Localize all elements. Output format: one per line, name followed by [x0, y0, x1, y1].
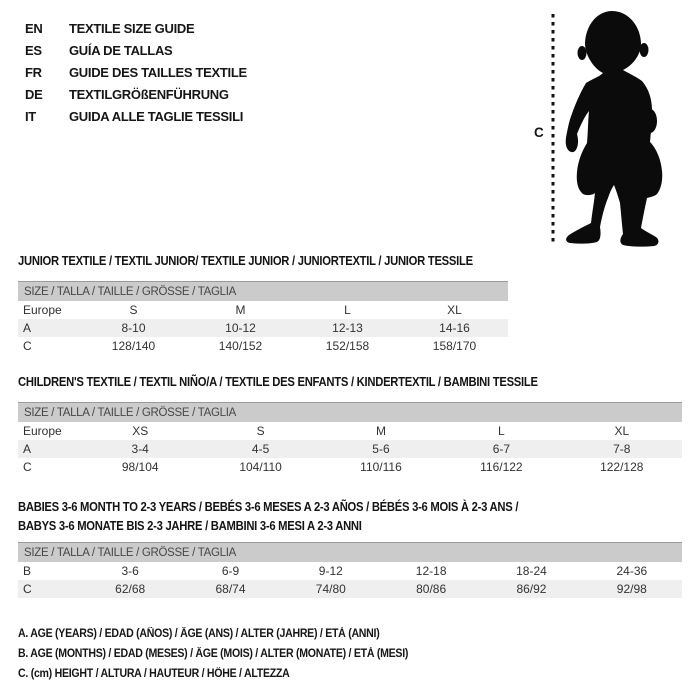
- row-label: A: [18, 319, 80, 337]
- table-cell: 9-12: [318, 564, 343, 578]
- table-cell: 68/74: [180, 580, 280, 598]
- table-cell: 12-18: [415, 564, 447, 578]
- babies-size-table: [18, 542, 682, 598]
- children-table-title: CHILDREN'S TEXTILE / TEXTIL NIÑO/A / TEXTILE DES ENFANTS / KINDERTEXTIL / BAMBINI TESSILE: [18, 375, 538, 389]
- row-label: Europe: [23, 424, 62, 438]
- table-cell: 122/128: [600, 460, 644, 474]
- babies-table-title: [18, 498, 518, 536]
- table-cell: L: [344, 303, 351, 317]
- language-row: [25, 105, 247, 127]
- table-row: [18, 337, 508, 355]
- table-row: [18, 562, 682, 580]
- row-label: B: [23, 564, 32, 578]
- table-row: [18, 440, 682, 458]
- table-cell: 8-10: [80, 319, 187, 337]
- table-cell: 6-9: [221, 564, 240, 578]
- table-cell: 116/122: [480, 460, 523, 474]
- table-cell: 24-36: [616, 564, 648, 578]
- footnotes: [18, 624, 442, 684]
- junior-size-table: [18, 281, 508, 355]
- table-row: [18, 458, 682, 476]
- table-cell: 12-13: [294, 319, 401, 337]
- junior-table-title: JUNIOR TEXTILE / TEXTIL JUNIOR/ TEXTILE JUNIOR / JUNIORTEXTIL / JUNIOR TESSILE: [18, 254, 473, 268]
- table-cell: 4-5: [200, 440, 320, 458]
- table-cell: M: [235, 303, 246, 317]
- language-row: [25, 17, 247, 39]
- language-code: ES: [25, 42, 42, 58]
- table-cell: 3-4: [80, 440, 200, 458]
- row-label: A: [18, 440, 80, 458]
- toddler-silhouette: [566, 11, 663, 247]
- table-row: [18, 319, 508, 337]
- babies-table-title-line1: BABIES 3-6 MONTH TO 2-3 YEARS / BEBÉS 3-6 MESES A 2-3 AÑOS / BÉBÉS 3-6 MOIS À 2-3 ANS /: [18, 500, 519, 514]
- footnote-b: B. AGE (MONTHS) / EDAD (MESES) / ÂGE (MOIS) / ALTER (MONATE) / ETÀ (MESI): [18, 648, 409, 660]
- table-cell: 104/110: [239, 460, 282, 474]
- table-cell: 7-8: [562, 440, 682, 458]
- table-cell: 86/92: [481, 580, 581, 598]
- table-cell: S: [129, 303, 138, 317]
- table-cell: 140/152: [218, 339, 263, 353]
- table-cell: 10-12: [187, 319, 294, 337]
- babies-table-title-line2: BABYS 3-6 MONATE BIS 2-3 JAHRE / BAMBINI 3-6 MESI A 2-3 ANNI: [18, 519, 362, 533]
- table-cell: 98/104: [121, 460, 159, 474]
- size-header-bar: SIZE / TALLA / TAILLE / GRÖSSE / TAGLIA: [18, 543, 682, 563]
- table-cell: XL: [447, 303, 462, 317]
- size-header-bar: SIZE / TALLA / TAILLE / GRÖSSE / TAGLIA: [18, 282, 508, 302]
- language-code: EN: [25, 20, 43, 36]
- figure-measure-label-c: C: [534, 125, 544, 140]
- table-cell: 62/68: [80, 580, 180, 598]
- table-cell: 80/86: [381, 580, 481, 598]
- table-cell: 128/140: [111, 339, 156, 353]
- language-row: [25, 61, 247, 83]
- language-title-list: [25, 17, 247, 127]
- language-label: TEXTILE SIZE GUIDE: [69, 20, 195, 36]
- language-label: GUIDE DES TAILLES TEXTILE: [69, 64, 247, 80]
- language-code: DE: [25, 86, 43, 102]
- children-size-table: [18, 402, 682, 476]
- table-cell: 18-24: [516, 564, 547, 578]
- language-code: IT: [25, 108, 36, 124]
- table-cell: 6-7: [441, 440, 561, 458]
- table-row: [18, 580, 682, 598]
- table-cell: S: [256, 424, 265, 438]
- table-cell: XL: [614, 424, 630, 438]
- language-label: GUIDA ALLE TAGLIE TESSILI: [69, 108, 244, 124]
- row-label: C: [23, 460, 32, 474]
- language-label: TEXTILGRÖßENFÜHRUNG: [69, 86, 229, 102]
- table-cell: 158/170: [432, 339, 477, 353]
- language-label: GUÍA DE TALLAS: [69, 42, 173, 58]
- language-code: FR: [25, 64, 42, 80]
- table-cell: XS: [132, 424, 149, 438]
- table-cell: 152/158: [325, 339, 370, 353]
- table-cell: L: [498, 424, 505, 438]
- table-cell: 92/98: [582, 580, 682, 598]
- table-cell: 5-6: [321, 440, 441, 458]
- table-row: [18, 301, 508, 319]
- row-label: C: [23, 339, 32, 353]
- table-cell: 14-16: [401, 319, 508, 337]
- toddler-silhouette-figure: [535, 5, 690, 250]
- table-cell: 74/80: [281, 580, 381, 598]
- language-row: [25, 39, 247, 61]
- table-cell: M: [375, 424, 386, 438]
- size-header-bar: SIZE / TALLA / TAILLE / GRÖSSE / TAGLIA: [18, 403, 682, 423]
- row-label: C: [18, 580, 80, 598]
- language-row: [25, 83, 247, 105]
- table-cell: 3-6: [121, 564, 139, 578]
- table-row: [18, 422, 682, 440]
- table-cell: 110/116: [360, 460, 402, 474]
- row-label: Europe: [23, 303, 62, 317]
- footnote-a: A. AGE (YEARS) / EDAD (AÑOS) / ÂGE (ANS) / ALTER (JAHRE) / ETÀ (ANNI): [18, 628, 380, 640]
- footnote-c: C. (cm) HEIGHT / ALTURA / HAUTEUR / HÖHE / ALTEZZA: [18, 668, 290, 680]
